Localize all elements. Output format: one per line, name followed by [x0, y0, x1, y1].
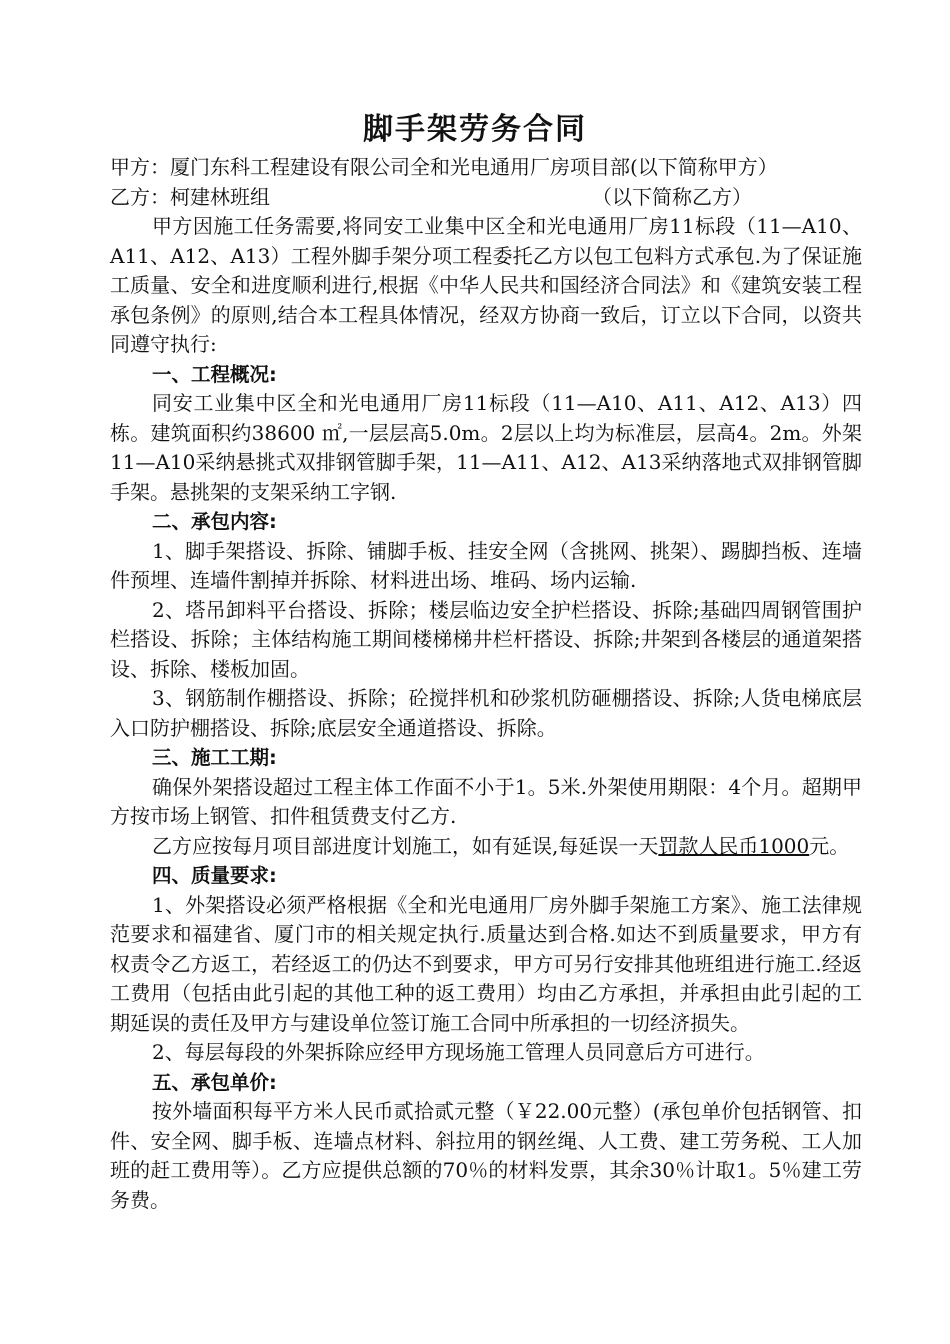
overview-paragraph: 同安工业集中区全和光电通用厂房11标段（11—A10、A11、A12、A13）四栋。建筑面积约38600 ㎡,一层层高5.0m。2层以上均为标准层，层高4。2m。外架11—A10采纳悬挑式双排钢管脚手架，11—A11、A12、A13采纳落地式双排钢管脚手架。悬挑架的支架采纳工字钢.	[110, 391, 862, 504]
section-heading-quality: 四、质量要求:	[152, 864, 277, 887]
schedule-paragraph-2	[110, 832, 862, 862]
quality-item-1: 1、外架搭设必须严格根据《全和光电通用厂房外脚手架施工方案》、施工法律规范要求和福建省、厦门市的相关规定执行.质量达到合格.如达不到质量要求，甲方有权责令乙方返工，若经返工的仍达不到要求，甲方可另行安排其他班组进行施工.经返工费用（包括由此引起的其他工种的返工费用）均由乙方承担，并承担由此引起的工期延误的责任及甲方与建设单位签订施工合同中所承担的一切经济损失。	[110, 892, 862, 1035]
section-heading-overview: 一、工程概况:	[152, 362, 277, 386]
section-heading-price: 五、承包单价:	[152, 1070, 277, 1094]
party-b-name: 乙方：柯建林班组	[110, 184, 270, 209]
section-heading-schedule: 三、施工工期:	[152, 746, 277, 769]
schedule-delay-text: 乙方应按每月项目部进度计划施工，如有延误,每延误一天	[152, 833, 659, 858]
intro-paragraph: 甲方因施工任务需要,将同安工业集中区全和光电通用厂房11标段（11—A10、A11、A12、A13）工程外脚手架分项工程委托乙方以包工包料方式承包.为了保证施工质量、安全和进度顺利进行,根据《中华人民共和国经济合同法》和《建筑安装工程承包条例》的原则,结合本工程具体情况，经双方协商一致后，订立以下合同，以资共同遵守执行:	[110, 214, 862, 356]
scope-item-3: 3、钢筋制作棚搭设、拆除；砼搅拌机和砂浆机防砸棚搭设、拆除;人货电梯底层入口防护棚搭设、拆除;底层安全通道搭设、拆除。	[110, 686, 862, 740]
party-b-line	[110, 183, 862, 213]
document-title: 脚手架劳务合同	[363, 112, 587, 147]
penalty-amount: 罚款人民币1000	[658, 833, 810, 858]
quality-item-2: 2、每层每段的外架拆除应经甲方现场施工管理人员同意后方可进行。	[152, 1040, 765, 1064]
contract-body	[110, 153, 862, 1215]
scope-item-1: 1、脚手架搭设、拆除、铺脚手板、挂安全网（含挑网、挑架）、踢脚挡板、连墙件预埋、连墙件割掉并拆除、材料进出场、堆码、场内运输.	[110, 538, 862, 592]
party-a-line: 甲方：厦门东科工程建设有限公司全和光电通用厂房项目部(以下简称甲方）	[110, 155, 778, 179]
price-paragraph: 按外墙面积每平方米人民币贰拾贰元整（￥22.00元整）(承包单价包括钢管、扣件、安全网、脚手板、连墙点材料、斜拉用的钢丝绳、人工费、建工劳务税、工人加班的赶工费用等）。乙方应提供总额的70％的材料发票，其余30％计取1。5％建工劳务费。	[110, 1099, 862, 1212]
party-b-note: （以下简称乙方）	[592, 184, 752, 209]
scope-item-2: 2、塔吊卸料平台搭设、拆除；楼层临边安全护栏搭设、拆除;基础四周钢管围护栏搭设、拆除；主体结构施工期间楼梯梯井栏杆搭设、拆除;井架到各楼层的通道架搭设、拆除、楼板加固。	[110, 597, 862, 681]
schedule-delay-end: 元。	[809, 833, 850, 858]
schedule-paragraph-1: 确保外架搭设超过工程主体工作面不小于1。5米.外架使用期限：4个月。超期甲方按市场上钢管、扣件租赁费支付乙方.	[110, 774, 862, 828]
section-heading-scope: 二、承包内容:	[152, 510, 277, 533]
